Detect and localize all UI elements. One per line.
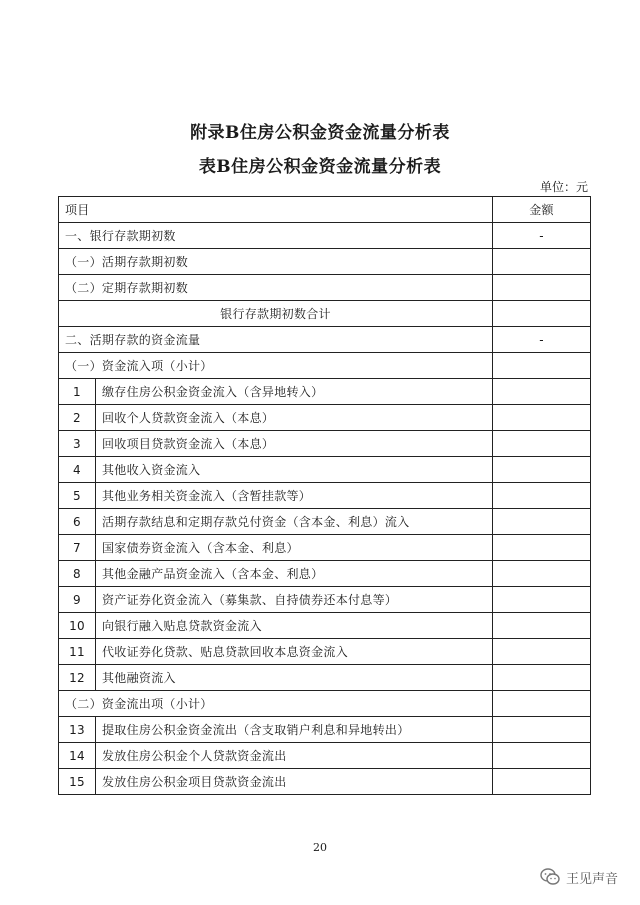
row-amount: -	[493, 223, 591, 249]
row-amount	[493, 249, 591, 275]
row-label: 其他金融产品资金流入（含本金、利息）	[96, 561, 493, 587]
row-amount: -	[493, 327, 591, 353]
row-number: 7	[59, 535, 96, 561]
cash-flow-table	[58, 196, 591, 795]
section-label: （一）活期存款期初数	[59, 249, 493, 275]
row-number: 10	[59, 613, 96, 639]
section-label: 二、活期存款的资金流量	[59, 327, 493, 353]
table-row	[59, 743, 591, 769]
row-amount	[493, 275, 591, 301]
row-amount	[493, 743, 591, 769]
row-number: 9	[59, 587, 96, 613]
table-row	[59, 639, 591, 665]
row-label: 其他业务相关资金流入（含暂挂款等）	[96, 483, 493, 509]
table-row	[59, 223, 591, 249]
unit-label: 单位：元	[539, 180, 588, 194]
row-amount	[493, 717, 591, 743]
row-label: 向银行融入贴息贷款资金流入	[96, 613, 493, 639]
row-number: 15	[59, 769, 96, 795]
row-number: 14	[59, 743, 96, 769]
row-label: 发放住房公积金项目贷款资金流出	[96, 769, 493, 795]
row-number: 13	[59, 717, 96, 743]
total-row-label: 银行存款期初数合计	[59, 301, 493, 327]
row-label: 国家债券资金流入（含本金、利息）	[96, 535, 493, 561]
row-number: 12	[59, 665, 96, 691]
row-amount	[493, 639, 591, 665]
table-title: 表B住房公积金资金流量分析表	[198, 157, 442, 177]
row-number: 2	[59, 405, 96, 431]
table-row	[59, 483, 591, 509]
table-row	[59, 431, 591, 457]
row-amount	[493, 587, 591, 613]
row-number: 6	[59, 509, 96, 535]
row-label: 回收个人贷款资金流入（本息）	[96, 405, 493, 431]
table-row	[59, 353, 591, 379]
row-number: 8	[59, 561, 96, 587]
table-row	[59, 457, 591, 483]
section-label: 一、银行存款期初数	[59, 223, 493, 249]
row-label: 缴存住房公积金资金流入（含异地转入）	[96, 379, 493, 405]
row-number: 11	[59, 639, 96, 665]
row-amount	[493, 535, 591, 561]
row-amount	[493, 405, 591, 431]
wechat-icon	[539, 866, 561, 888]
row-label: 其他融资流入	[96, 665, 493, 691]
table-row	[59, 509, 591, 535]
table-row	[59, 587, 591, 613]
table-row	[59, 665, 591, 691]
row-label: 其他收入资金流入	[96, 457, 493, 483]
row-label: 代收证券化贷款、贴息贷款回收本息资金流入	[96, 639, 493, 665]
row-amount	[493, 353, 591, 379]
row-number: 5	[59, 483, 96, 509]
table-row	[59, 561, 591, 587]
row-amount	[493, 509, 591, 535]
row-amount	[493, 457, 591, 483]
header-item: 项目	[59, 197, 493, 223]
appendix-title: 附录B住房公积金资金流量分析表	[190, 123, 450, 143]
section-label: （二）定期存款期初数	[59, 275, 493, 301]
table-row	[59, 405, 591, 431]
row-amount	[493, 691, 591, 717]
table-header-row	[59, 197, 591, 223]
watermark-text: 王见声音	[565, 871, 618, 887]
row-amount	[493, 769, 591, 795]
watermark	[539, 866, 618, 888]
row-amount	[493, 379, 591, 405]
table-row	[59, 327, 591, 353]
page-number: 20	[313, 841, 327, 854]
row-amount	[493, 665, 591, 691]
header-amount: 金额	[493, 197, 591, 223]
row-amount	[493, 561, 591, 587]
row-label: 提取住房公积金资金流出（含支取销户利息和异地转出）	[96, 717, 493, 743]
table-row	[59, 249, 591, 275]
row-amount	[493, 483, 591, 509]
row-number: 3	[59, 431, 96, 457]
row-label: 发放住房公积金个人贷款资金流出	[96, 743, 493, 769]
table-row	[59, 691, 591, 717]
row-amount	[493, 301, 591, 327]
table-row	[59, 535, 591, 561]
table-row	[59, 275, 591, 301]
cash-flow-table-body	[59, 197, 591, 795]
row-amount	[493, 431, 591, 457]
row-number: 4	[59, 457, 96, 483]
table-row	[59, 379, 591, 405]
section-label: （一）资金流入项（小计）	[59, 353, 493, 379]
row-amount	[493, 613, 591, 639]
table-row	[59, 613, 591, 639]
table-row	[59, 301, 591, 327]
row-label: 活期存款结息和定期存款兑付资金（含本金、利息）流入	[96, 509, 493, 535]
row-label: 回收项目贷款资金流入（本息）	[96, 431, 493, 457]
table-row	[59, 769, 591, 795]
section-label: （二）资金流出项（小计）	[59, 691, 493, 717]
row-number: 1	[59, 379, 96, 405]
row-label: 资产证券化资金流入（募集款、自持债券还本付息等）	[96, 587, 493, 613]
table-row	[59, 717, 591, 743]
